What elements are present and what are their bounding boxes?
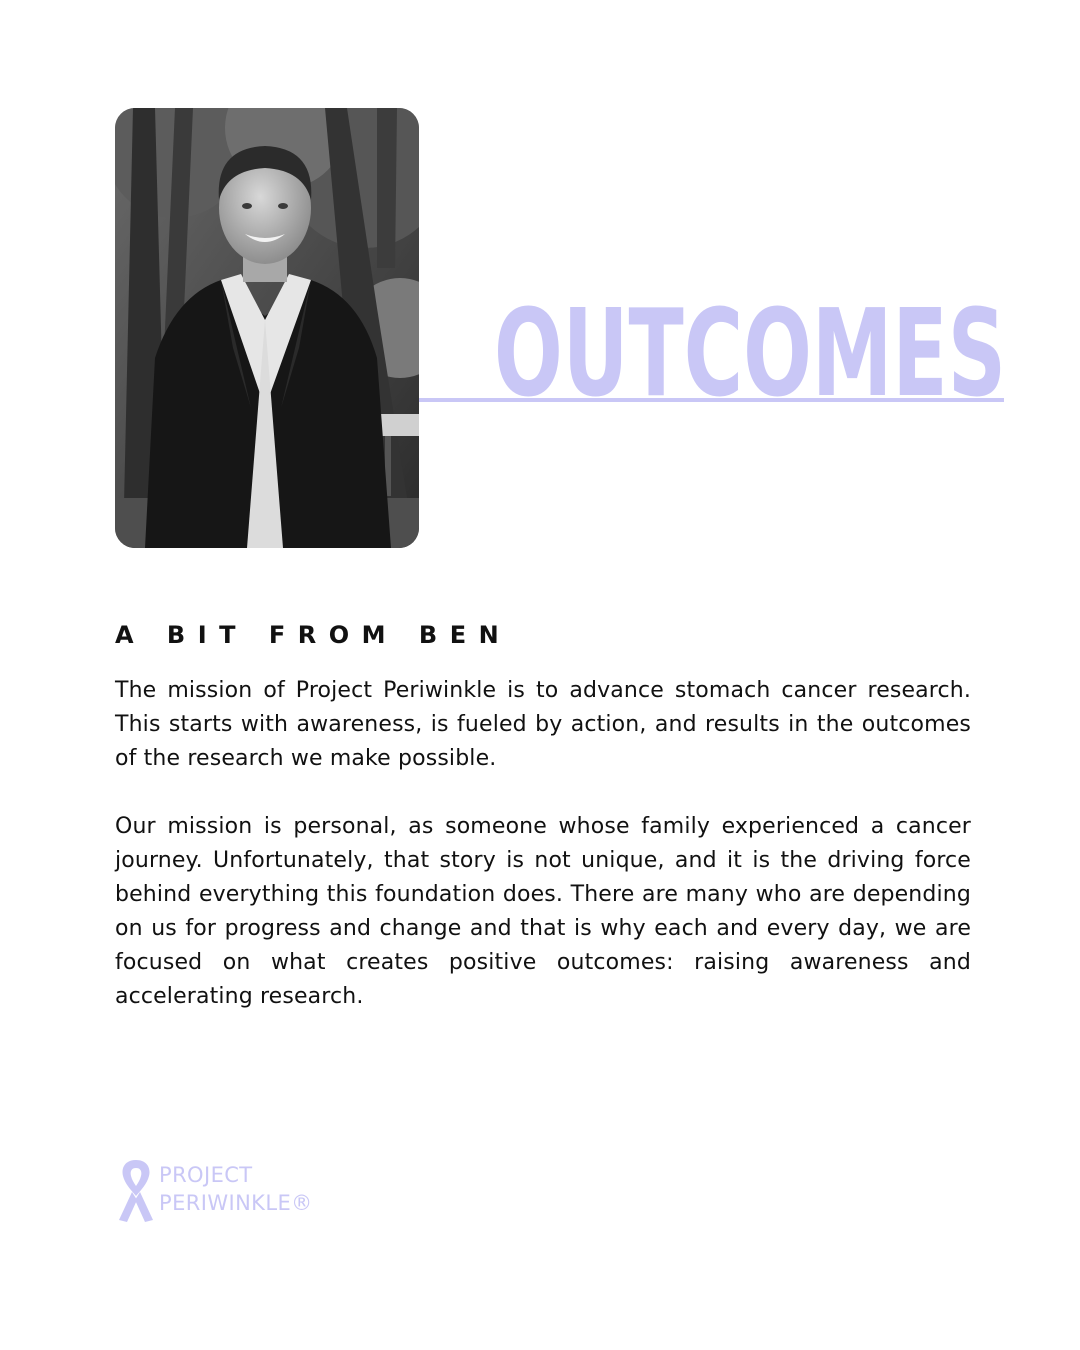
section-heading: A BIT FROM BEN: [115, 621, 512, 649]
portrait-photo: [115, 108, 419, 548]
paragraph-personal: Our mission is personal, as someone whose family experienced a cancer journey. Unfortunately, that story is not unique, and it is the driving force behind everything this foundation does. There are many who are depending on us for progress and change and that is why each and every day, we are focused on what creates positive outcomes: raising awareness and accelerating research.: [115, 814, 971, 1009]
portrait-illustration: [115, 108, 419, 548]
headline-title-wrapper: [480, 262, 1080, 408]
headline-title: OUTCOMES: [494, 285, 1006, 408]
logo-line-periwinkle: PERIWINKLE®: [159, 1191, 313, 1215]
paragraph-mission: The mission of Project Periwinkle is to advance stomach cancer research. This starts with awareness, is fueled by action, and results in the outcomes of the research we make possible.: [115, 678, 971, 771]
project-periwinkle-logo: [115, 1158, 375, 1224]
body-text: [115, 674, 971, 1048]
logo-line-project: PROJECT: [159, 1163, 253, 1187]
awareness-ribbon-icon: [115, 1158, 157, 1224]
